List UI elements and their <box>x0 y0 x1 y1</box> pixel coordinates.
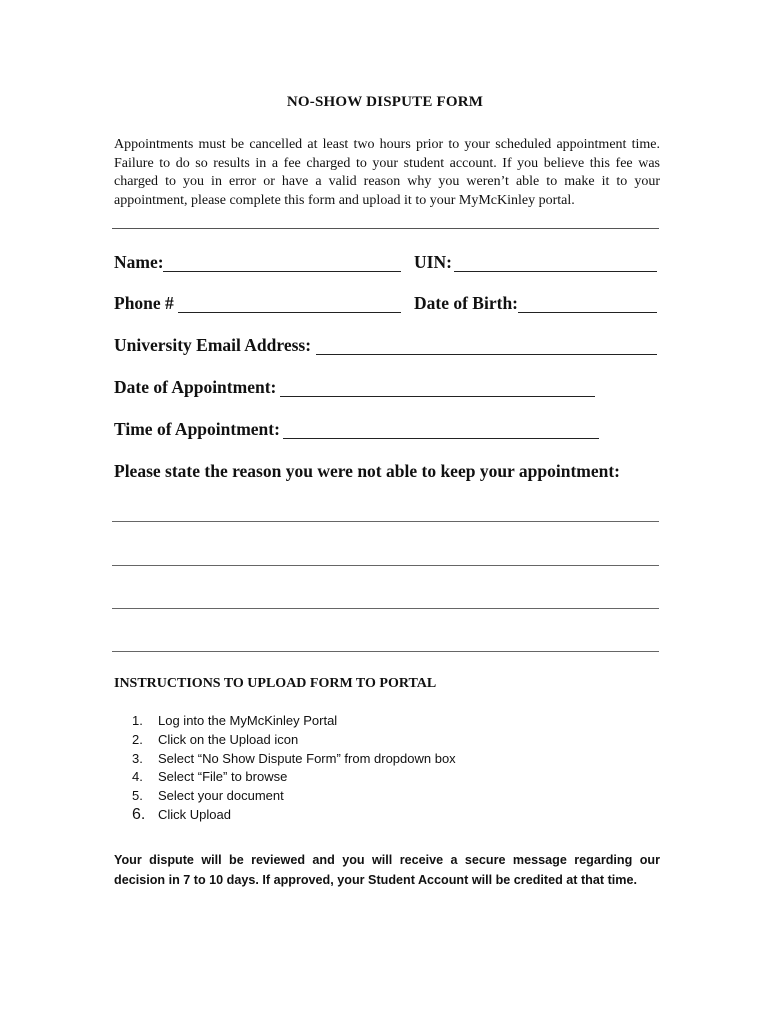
email-field[interactable] <box>316 354 657 355</box>
instruction-step <box>132 731 456 750</box>
instruction-step <box>132 768 456 787</box>
step-text: Select “File” to browse <box>158 769 288 785</box>
email-label: University Email Address: <box>114 335 312 355</box>
step-number: 6. <box>132 805 146 823</box>
review-note: Your dispute will be reviewed and you will receive a secure message regarding our decision in 7 to 10 days. If approved, your Student Account will be credited at that time. <box>114 853 660 887</box>
phone-field[interactable] <box>178 312 401 313</box>
appointment-date-field[interactable] <box>280 396 595 397</box>
appointment-time-field[interactable] <box>283 438 599 439</box>
uin-field[interactable] <box>454 271 657 272</box>
intro-paragraph: Appointments must be cancelled at least two hours prior to your scheduled appointment time. Failure to do so results in a fee charged to your student account. If you believe this fee was charged to you in error or have a valid reason why you weren’t able to make it to your appointment, please complete this form and upload it to your MyMcKinley portal. <box>114 137 660 208</box>
instruction-step <box>132 712 456 731</box>
appointment-time-label: Time of Appointment: <box>114 419 280 439</box>
step-text: Click on the Upload icon <box>158 731 299 747</box>
step-number: 1. <box>132 713 143 728</box>
step-number: 4. <box>132 769 143 785</box>
instruction-step <box>132 806 456 825</box>
reason-line-3[interactable] <box>112 608 659 609</box>
step-number: 2. <box>132 731 143 747</box>
uin-label: UIN: <box>414 252 452 272</box>
instruction-step <box>132 750 456 769</box>
step-number: 3. <box>132 750 143 766</box>
phone-label: Phone # <box>114 293 174 313</box>
reason-prompt: Please state the reason you were not able to keep your appointment: <box>114 461 621 481</box>
reason-line-1[interactable] <box>112 521 659 522</box>
reason-line-2[interactable] <box>112 565 659 566</box>
step-text: Click Upload <box>158 806 231 822</box>
instruction-step <box>132 787 456 806</box>
instructions-list <box>132 712 456 825</box>
step-text: Log into the MyMcKinley Portal <box>158 713 338 728</box>
dob-field[interactable] <box>518 312 657 313</box>
instructions-heading: INSTRUCTIONS TO UPLOAD FORM TO PORTAL <box>114 676 437 691</box>
form-title: NO-SHOW DISPUTE FORM <box>286 94 484 110</box>
appointment-date-label: Date of Appointment: <box>114 377 277 397</box>
reason-line-4[interactable] <box>112 651 659 652</box>
dob-label: Date of Birth: <box>414 293 519 313</box>
step-text: Select your document <box>158 788 284 804</box>
name-field[interactable] <box>163 271 401 272</box>
section-divider <box>112 228 659 229</box>
step-number: 5. <box>132 788 143 804</box>
step-text: Select “No Show Dispute Form” from dropdown box <box>158 750 456 766</box>
name-label: Name: <box>114 252 164 272</box>
